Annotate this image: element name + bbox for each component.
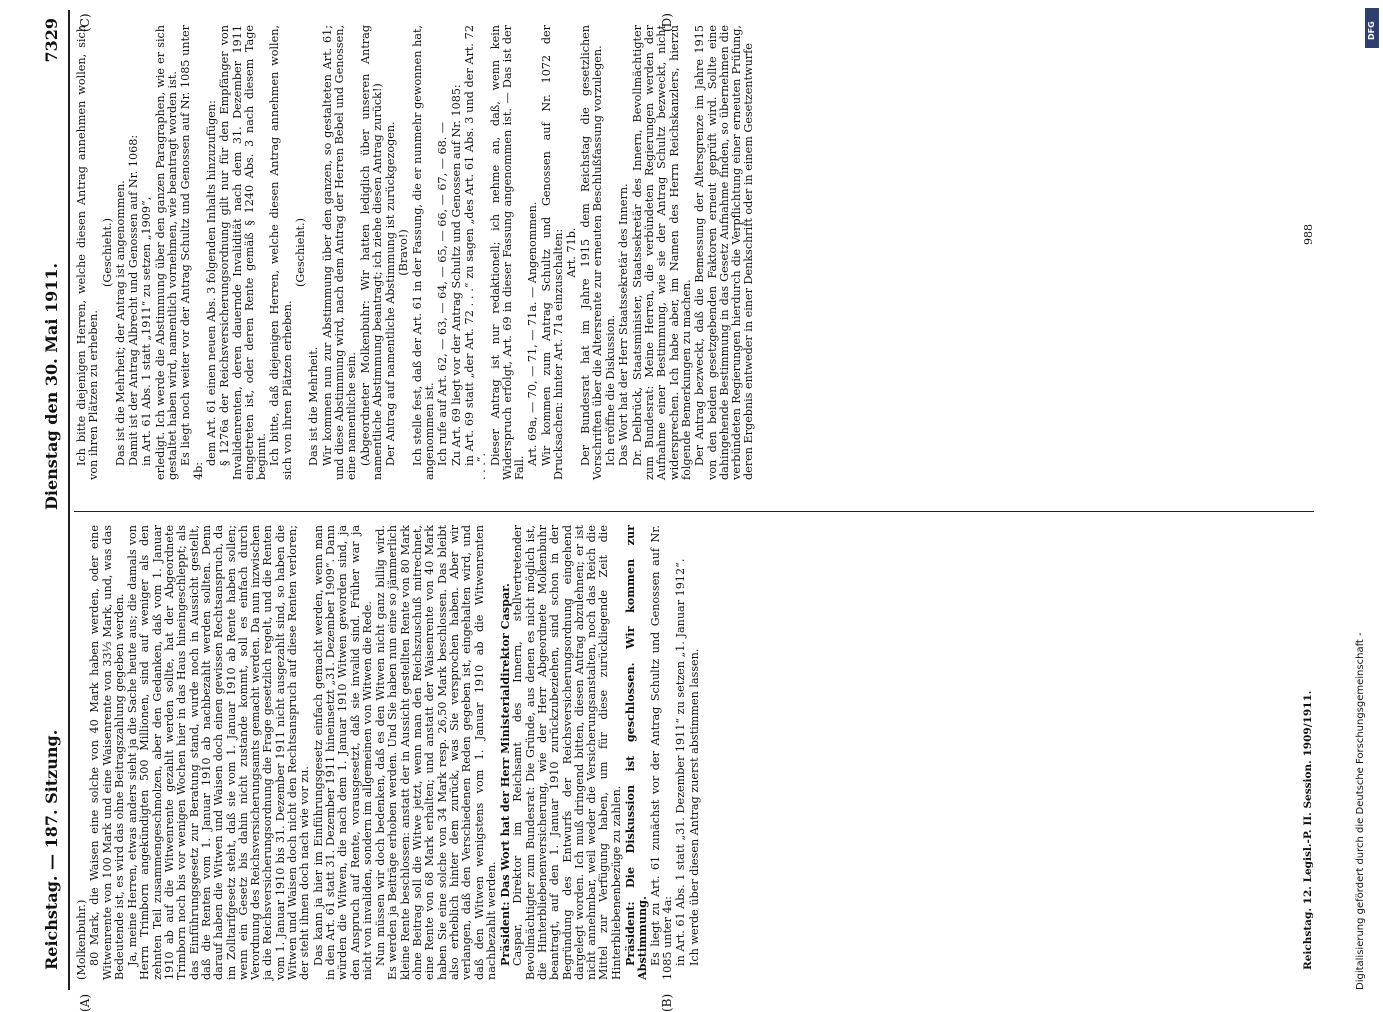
paragraph: Art. 69a, — 70, — 71, — 71a. — Angenommen. [526,201,540,466]
paragraph: Der Antrag auf namentliche Abstimmung ist zurückgezogen. [384,121,398,466]
right-column [76,25,757,480]
paragraph: in Art. 61 Abs. 1 statt „31. Dezember 1911“ zu setzen „1. Januar 1912“. [674,558,688,966]
paragraph: Der Antrag bezweckt, daß die Bemessung der Altersgrenze im Jahre 1915 von den beiden gesetzgebenden Faktoren erneut geprüft wird. Sollte eine dahingehende Bestimmung in das Gesetz Aufnahme finden, so übernehmen die verbündeten Regierungen hierdurch die Verpflichtung einer erneuten Prüfung, deren Ergebnis entweder in einer Denkschrift oder in einem Gesetzentwurfe [693,25,756,480]
margin-mark-b: (B) [660,993,674,1012]
paragraph: Ich stelle fest, daß der Art. 61 in der Fassung, die er nunmehr gewonnen hat, angenommen ist. [410,25,437,480]
stage-direction: (Bravo!) [397,229,411,276]
paragraph: dem Art. 61 einen neuen Abs. 3 folgenden Inhalts hinzuzufügen: [204,100,218,466]
margin-mark-a: (A) [78,993,92,1012]
president-statement: Präsident: Das Wort hat der Herr Ministerialdirektor Caspar. [498,583,513,966]
margin-mark-d: (D) [660,13,674,32]
digitization-note-text: Digitalisierung gefördert durch die Deutsche Forschungsgemeinschaft - [1355,632,1366,990]
paragraph: (Abgeordneter Molkenbuhr: Wir hatten lediglich über unseren Antrag namentliche Abstimmung beantragt; ich ziehe diesen Antrag zurück!) [358,25,384,480]
digitization-note [1355,0,1371,1000]
footer-session: Reichstag. 12. Legisl.-P. II. Session. 1909/1911. [1302,690,1314,970]
paragraph: Ich bitte, daß diejenigen Herren, welche diesen Antrag annehmen wollen, sich von ihren Plätzen erheben. [268,25,294,480]
paragraph: Das Wort hat der Herr Staatssekretär des Innern. [617,183,631,466]
header-left: Reichstag. — 187. Sitzung. [42,729,61,970]
paragraph: § 1276a der Reichsversicherungsordnung gilt nur für den Empfänger von Invalidenrenten, deren dauernde Invalidität nach dem 31. Dezember 1911 eingetreten ist, oder deren Rente gemäß § 1240 Abs. 3 nach diesem Tage beginnt. [218,25,269,480]
dfg-logo [1365,8,1379,48]
paragraph: erledigt. Ich werde die Abstimmung über den ganzen Paragraphen, wie er sich gestaltet haben wird, namentlich vornehmen, wie beantragt worden ist. [153,25,180,480]
left-column [76,525,702,980]
article-heading: Art. 71b. [565,227,579,278]
paragraph: Ich werde über diesen Antrag zuerst abstimmen lassen. [687,648,701,966]
stage-direction: (Geschieht.) [294,218,308,287]
speaker-tag: (Molkenbuhr.) [75,899,88,980]
paragraph: Dr. Delbrück, Staatsminister, Staatssekretär des Innern, Bevollmächtigter zum Bundesrat: Meine Herren, die verbündeten Regierungen werden der Aufnahme einer Bestimmung, wie sie der Antrag Schultz bezweckt, nicht widersprechen. Ich habe aber, im Namen des Herrn Reichskanzlers, hierzu folgende Bemerkungen zu machen. [630,25,693,480]
president-statement: Präsident: Die Diskussion ist geschlossen. Wir kommen zur Abstimmung. [623,525,650,980]
paragraph: in Art. 61 Abs. 1 statt „1911“ zu setzen „1909“, [140,196,154,466]
paragraph: Das kann ja hier im Einführungsgesetz einfach gemacht werden, wenn man in den Art. 61 statt 31. Dezember 1911 hineinsetzt „31. Dezember 1909“. Dann würden die Witwen, die nach dem 1. Januar 1910 Witwen geworden sind, ja den Anspruch auf Rente, vorausgesetzt, daß sie invalid sind. Früher war ja nicht von invaliden, sondern im allgemeinen von Witwen die Rede. [311,525,374,980]
paragraph: Ich rufe auf Art. 62, — 63, — 64, — 65, — 66, — 67, — 68. — [436,121,450,466]
paragraph: Dieser Antrag ist nur redaktionell; ich nehme an, daß, wenn kein Widerspruch erfolgt, Art. 69 in dieser Fassung angenommen ist. — Das ist der Fall. [488,25,527,480]
paragraph: Zu Art. 69 liegt vor der Antrag Schultz und Genossen auf Nr. 1085: [449,84,463,466]
paragraph: Wir kommen nun zur Abstimmung über den ganzen, so gestalteten Art. 61; und diese Abstimmung wird, nach dem Antrag der Herren Bebel und Genossen, eine namentliche sein. [320,25,359,480]
paragraph: Wir kommen zum Antrag Schultz und Genossen auf Nr. 1072 der Drucksachen: hinter Art. 71a einzuschalten: [539,25,565,480]
dfg-logo-text: DFG [1367,21,1376,40]
paragraph: in Art. 69 statt „der Art. 72 . . .“ zu sagen „des Art. 61 Abs. 3 und der Art. 72 . . .“. [462,25,489,480]
page-header [40,10,70,990]
paragraph: Es liegt noch weiter vor der Antrag Schultz und Genossen auf Nr. 1085 unter 4b: [179,25,205,480]
paragraph: Es liegt zu Art. 61 zunächst vor der Antrag Schultz und Genossen auf Nr. 1085 unter 4a: [648,525,674,980]
paragraph: Der Bundesrat hat im Jahre 1915 dem Reichstag die gesetzlichen Vorschriften über die Altersrente zur erneuten Beschlußfassung vorzulegen. [578,25,604,480]
stage-direction: (Geschieht.) [100,218,114,287]
paragraph: Damit ist der Antrag Albrecht und Genossen auf Nr. 1068: [127,134,141,466]
margin-mark-c: (C) [78,13,92,32]
paragraph: Ja, meine Herren, etwas anders sieht ja die Sache heute aus; die damals von Herrn Trimborn angekündigten 500 Millionen, sind auf weniger als den zehnten Teil zusammengeschmolzen, aber den Gedanken, daß vom 1. Januar 1910 ab auf die Witwenrente gezahlt werden sollte, hat der Abgeordnete Trimborn noch bis vor wenigen Wochen hier in das Haus hineingeschleppt; als das Einführungsgesetz zur Beratung stand, wurde noch in Aussicht gestellt, daß die Renten vom 1. Januar 1910 ab nachbezahlt werden sollten. Denn darauf haben die Witwen und Waisen doch einen gewissen Rechtsanspruch, da im Zolltarifgesetz steht, daß sie vom 1. Januar 1910 ab Rente haben sollen; wenn ein Gesetz bis dahin nicht zustande kommt, soll es einfach durch Verordnung des Reichsversicherungsamts gemacht werden. Da nun inzwischen ja die Reichsversicherungsordnung die Frage gesetzlich regelt, und die Renten vom 1. Januar 1910 bis 31. Dezember 1911 nicht ausgezahlt sind, so haben die Witwen und Waisen doch nicht den Rechtsanspruch auf diese Renten verloren; der steht ihnen doch nach wie vor zu. [126,525,312,980]
footer-page-code: 988 [1302,224,1315,245]
paragraph: Das ist die Mehrheit; der Antrag ist angenommen. [113,180,127,466]
page-number: 7329 [42,18,61,63]
paragraph: Das ist die Mehrheit. [307,346,321,466]
paragraph: Ich eröffne die Diskussion. [604,314,618,466]
paragraph: Caspar, Direktor im Reichsamt des Innern, stellvertretender Bevollmächtigter zum Bundesrat: Die Gründe, aus denen es nicht möglich ist, die Hinterbliebenenversicherung, wie der Herr Abgeordnete Molkenbuhr beantragt, auf den 1. Januar 1910 zurückzubeziehen, sind schon in der Begründung des Entwurfs der Reichsversicherungsordnung eingehend dargelegt worden. Ich muß dringend bitten, diesen Antrag abzulehnen; er ist nicht annehmbar, weil weder die Versicherungsanstalten, noch das Reich die Mittel zur Verfügung haben, um für diese zurückliegende Zeit die Hinterbliebenenbezüge zu zahlen. [511,525,623,980]
paragraph: Ich bitte diejenigen Herren, welche diesen Antrag annehmen wollen, sich von ihren Plätzen zu erheben. [75,25,101,480]
rotated-page-content [40,10,1340,1012]
header-date: Dienstag den 30. Mai 1911. [42,262,61,510]
paragraph: Nun müssen wir doch bedenken, daß es den Witwen nicht ganz billig wird. Es werden ja Beiträge erhoben werden. Und Sie haben nun eine so jämmerlich kleine Rente beschlossen: anstatt der in Aussicht gestellten Rente von 80 Mark ohne Beitrag soll die Witwe jetzt, wenn man den Reichszuschuß mitrechnet, eine Rente von 68 Mark erhalten; und anstatt der Waisenrente von 40 Mark haben Sie eine solche von 34 Mark resp. 26,50 Mark beschlossen. Das bleibt also erheblich hinter dem zurück, was Sie versprochen haben. Aber wir verlangen, daß den Verschiedenen Reden gegeben ist, eingehalten wird, und daß den Witwen wenigstens vom 1. Januar 1910 ab die Witwenrenten nachbezahlt werden. [374,525,498,980]
column-divider [74,511,1314,512]
paragraph: 80 Mark, die Waisen eine solche von 40 Mark haben werden, oder eine Witwenrente von 100 Mark und eine Waisenrente von 33⅓ Mark, und, was das Bedeutende ist, es wird das ohne Beitragszahlung gegeben werden. [88,525,126,980]
